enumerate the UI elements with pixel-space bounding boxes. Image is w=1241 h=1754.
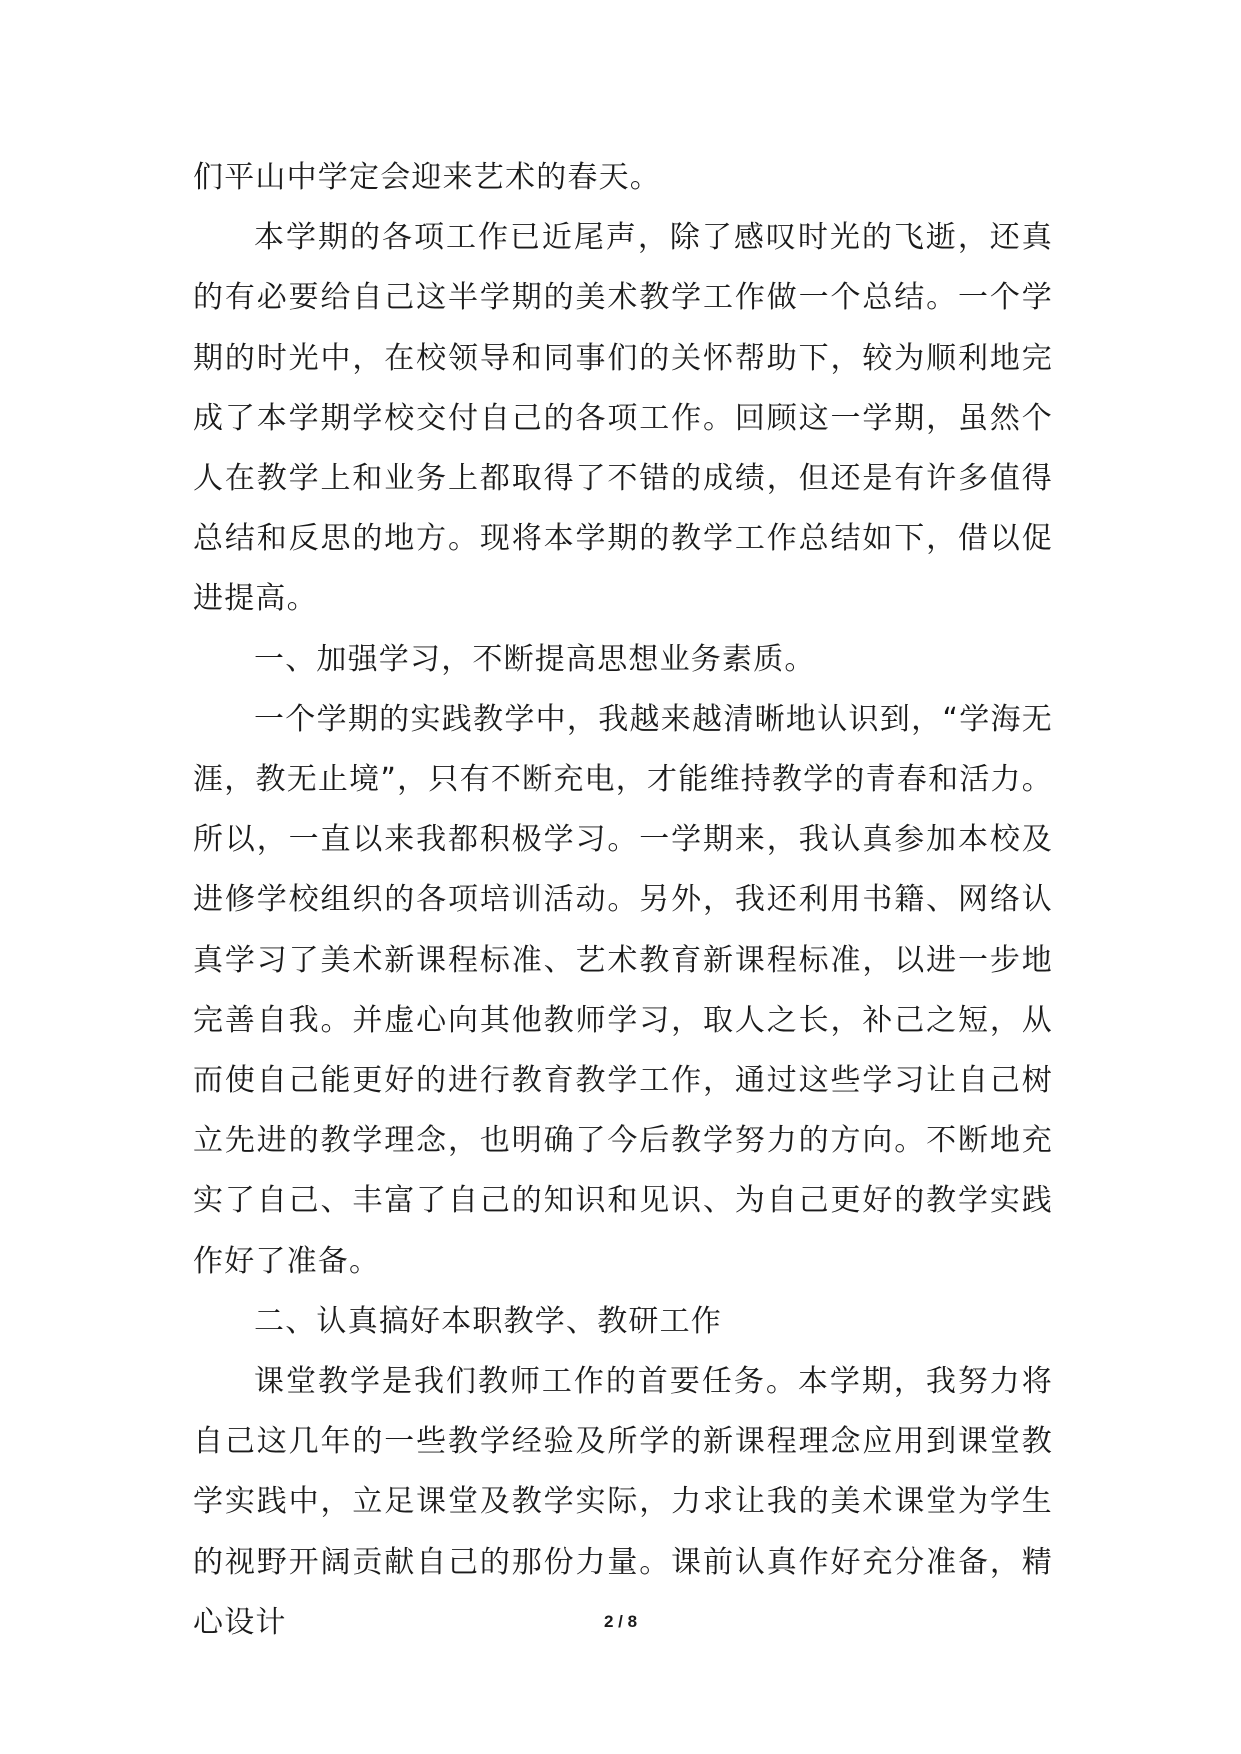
section-heading-1: 一、加强学习，不断提高思想业务素质。 [254,641,816,677]
paragraph-intro: 本学期的各项工作已近尾声，除了感叹时光的飞逝，还真的有必要给自己这半学期的美术教学工作做一个总结。一个学期的时光中，在校领导和同事们的关怀帮助下，较为顺利地完成了本学期学校交付自己的各项工作。回顾这一学期，虽然个人在教学上和业务上都取得了不错的成绩，但还是有许多值得总结和反思的地方。现将本学期的教学工作总结如下，借以促进提高。 [193,220,1053,617]
paragraph-teaching: 课堂教学是我们教师工作的首要任务。本学期，我努力将自己这几年的一些教学经验及所学的新课程理念应用到课堂教学实践中，立足课堂及教学实际，力求让我的美术课堂为学生的视野开阔贡献自己的那份力量。课前认真作好充分准备，精心设计 [193,1364,1053,1640]
page-number: 2 / 8 [603,1612,638,1631]
section-heading-2: 二、认真搞好本职教学、教研工作 [254,1303,722,1339]
document-body [193,148,1053,1653]
paragraph-study: 一个学期的实践教学中，我越来越清晰地认识到，“学海无涯，教无止境”，只有不断充电，才能维持教学的青春和活力。所以，一直以来我都积极学习。一学期来，我认真参加本校及进修学校组织的各项培训活动。另外，我还利用书籍、网络认真学习了美术新课程标准、艺术教育新课程标准，以进一步地完善自我。并虚心向其他教师学习，取人之长，补己之短，从而使自己能更好的进行教育教学工作，通过这些学习让自己树立先进的教学理念，也明确了今后教学努力的方向。不断地充实了自己、丰富了自己的知识和见识、为自己更好的教学实践作好了准备。 [193,701,1053,1279]
paragraph-continuation: 们平山中学定会迎来艺术的春天。 [193,160,661,195]
